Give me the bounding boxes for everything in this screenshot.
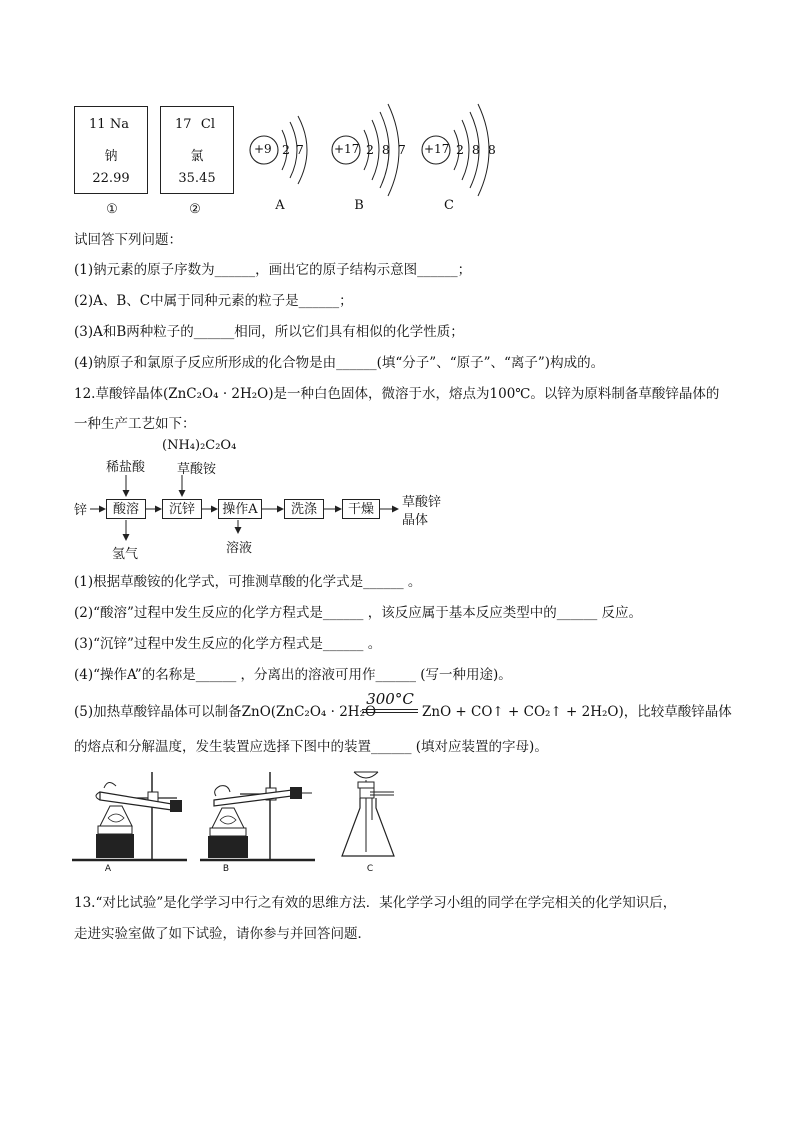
atom-a-nucleus: +9 (254, 142, 272, 156)
atom-b-nucleus: +17 (334, 142, 360, 156)
atom-b-shells: 2 8 7 (366, 142, 408, 157)
apparatus-a-label: A (104, 864, 112, 874)
q11-item-2: (2)A、B、C中属于同种元素的粒子是______； (74, 293, 353, 309)
apparatus-c-label: C (366, 864, 374, 874)
flow-step-5: 干燥 (342, 499, 380, 519)
element-symbol: Na (109, 117, 129, 132)
apparatus-b-label: B (222, 864, 230, 874)
element-card-sodium (74, 106, 148, 194)
apparatus-b (200, 770, 320, 865)
flow-output: 草酸锌 (402, 495, 442, 510)
flow-step-4: 洗涤 (284, 499, 324, 519)
atomic-mass: 22.99 (92, 171, 130, 186)
element-name: 氯 (190, 149, 204, 164)
flow-output-2: 晶体 (402, 513, 429, 528)
reaction-double-line (362, 709, 418, 713)
q12-stem-line2: 一种生产工艺如下： (74, 416, 196, 432)
flow-reagent1: 稀盐酸 (106, 460, 146, 475)
q13-line1: 13.“对比试验”是化学学习中行之有效的思维方法．某化学学习小组的同学在学完相关的化学知识后， (74, 895, 677, 911)
q11-item-1: (1)钠元素的原子序数为______，画出它的原子结构示意图______； (74, 262, 472, 278)
flow-input: 锌 (74, 503, 88, 518)
element-tag-1: ① (106, 202, 118, 217)
flow-byproduct-1: 氢气 (112, 547, 139, 562)
apparatus-a (72, 770, 192, 865)
q11-item-4: (4)钠原子和氯原子反应所形成的化合物是由______(填“分子”、“原子”、“离子”)构成的。 (74, 355, 605, 371)
atom-c-nucleus: +17 (424, 142, 450, 156)
atom-c-shells: 2 8 8 (456, 142, 498, 157)
reaction-condition (362, 690, 418, 713)
atom-a-label: A (275, 198, 285, 213)
flow-reagent2-name: 草酸铵 (177, 462, 217, 477)
q12-item-5-prefix: (5)加热草酸锌晶体可以制备ZnO(ZnC₂O₄ · 2H₂O (74, 704, 377, 720)
q13-line2: 走进实验室做了如下试验，请你参与并回答问题． (74, 926, 371, 942)
reaction-temperature: 300°C (366, 690, 414, 708)
atomic-mass: 35.45 (178, 171, 216, 186)
atom-b-label: B (354, 198, 364, 213)
q12-item-5-line2: 的熔点和分解温度，发生装置应选择下图中的装置______ (填对应装置的字母)。 (74, 739, 548, 755)
flow-step-1: 酸溶 (106, 499, 146, 519)
q12-item-1: (1)根据草酸铵的化学式，可推测草酸的化学式是______ 。 (74, 574, 422, 590)
element-symbol: Cl (200, 117, 215, 132)
element-card-chlorine (160, 106, 234, 194)
q12-stem-line1: 12.草酸锌晶体(ZnC₂O₄ · 2H₂O)是一种白色固体，微溶于水，熔点为100℃。以锌为原料制备草酸锌晶体的 (74, 386, 720, 402)
flow-reagent2-formula: (NH₄)₂C₂O₄ (162, 438, 237, 453)
q12-item-5-suffix: ZnO + CO↑ + CO₂↑ + 2H₂O)，比较草酸锌晶体 (422, 704, 732, 720)
element-tag-2: ② (189, 202, 201, 217)
atomic-number: 11 (89, 117, 106, 132)
atom-a-shells: 2 7 (282, 142, 305, 157)
element-name: 钠 (104, 149, 118, 164)
atom-c-label: C (444, 198, 454, 213)
flow-step-2: 沉锌 (162, 499, 202, 519)
q11-intro: 试回答下列问题： (74, 232, 182, 248)
q12-item-4: (4)“操作A”的名称是______ ，分离出的溶液可用作______ (写一种用途)。 (74, 667, 512, 683)
flow-byproduct-2: 溶液 (226, 541, 253, 556)
atomic-number: 17 (175, 117, 192, 132)
apparatus-c (336, 768, 416, 863)
q11-item-3: (3)A和B两种粒子的______相同，所以它们具有相似的化学性质； (74, 324, 464, 340)
q12-item-3: (3)“沉锌”过程中发生反应的化学方程式是______ 。 (74, 636, 382, 652)
flow-step-3: 操作A (218, 499, 262, 519)
q12-item-2: (2)“酸溶”过程中发生反应的化学方程式是______ ，该反应属于基本反应类型中的______ 反应。 (74, 605, 643, 621)
